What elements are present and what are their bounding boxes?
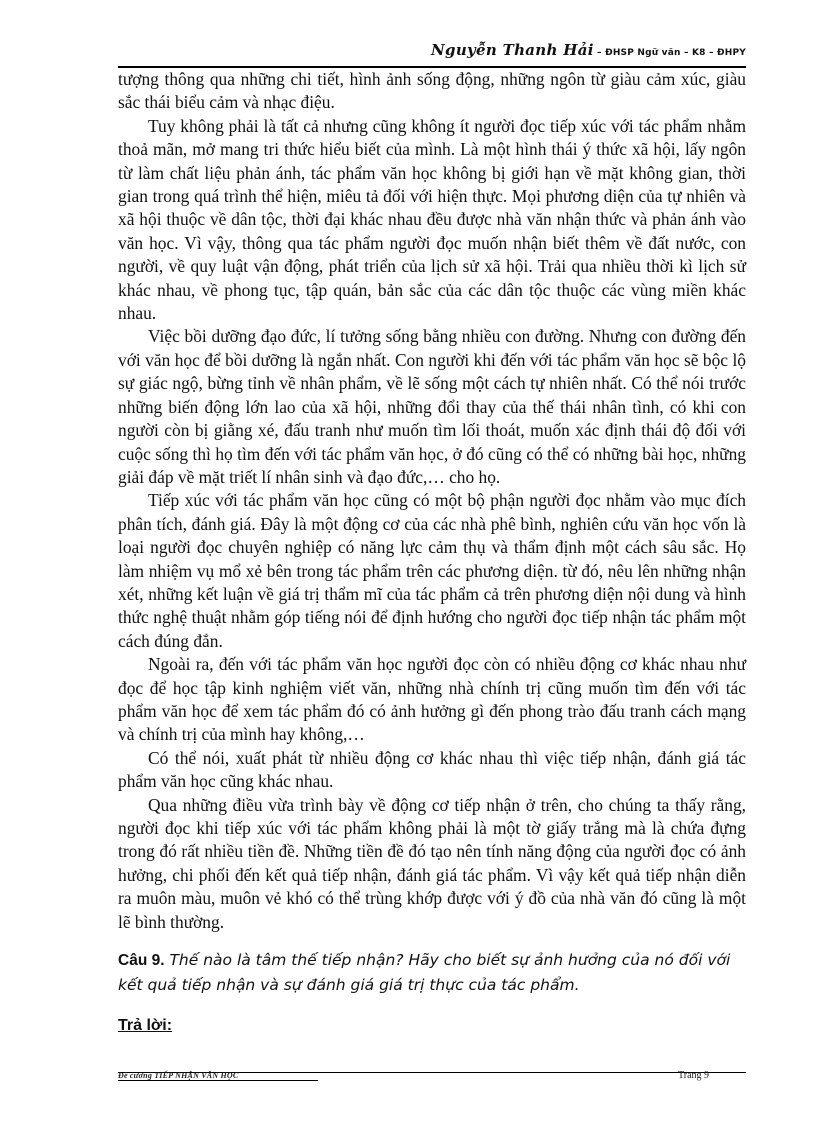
body-text [118, 68, 746, 934]
paragraph: Tuy không phải là tất cả nhưng cũng không ít người đọc tiếp xúc với tác phẩm nhằm thoả mãn, mở mang tri thức hiểu biết của mình. Là một hình thái ý thức xã hội, lấy ngôn từ làm chất liệu phản ánh, tác phẩm văn học không bị giới hạn về mặt không gian, thời gian trong quá trình thể hiện, miêu tả đối với hiện thực. Mọi phương diện của tự nhiên và xã hội thuộc về dân tộc, thời đại khác nhau đều được nhà văn nhận thức và phản ánh vào văn học. Vì vậy, thông qua tác phẩm người đọc muốn nhận biết thêm về đất nước, con người, về quy luật vận động, phát triển của lịch sử xã hội. Trải qua nhiều thời kì lịch sử khác nhau, về phong tục, tập quán, bản sắc của các dân tộc thuộc các vùng miền khác nhau. [118, 115, 746, 324]
page-header [118, 40, 746, 66]
footer-document-title: Đề cương TIẾP NHẬN VĂN HỌC [118, 1071, 318, 1081]
question-label: Câu 9. [118, 952, 165, 969]
header-org: – ĐHSP Ngữ văn – K8 – ĐHPY [593, 48, 746, 58]
header-author: Nguyễn Thanh Hải [431, 41, 594, 59]
paragraph: Việc bồi dưỡng đạo đức, lí tưởng sống bằng nhiều con đường. Nhưng con đường đến với văn học để bồi dưỡng là ngắn nhất. Con người khi đến với tác phẩm văn học sẽ bộc lộ sự giác ngộ, bừng tỉnh về nhân phẩm, về lẽ sống một cách tự nhiên nhất. Có thể nói trước những biến động lớn lao của xã hội, những đổi thay của thế thái nhân tình, có khi con người còn bị giằng xé, đấu tranh như muốn tìm lối thoát, muốn xác định thái độ đối với cuộc sống thì họ tìm đến với tác phẩm văn học, ở đó cũng có thể có những bài học, những giải đáp về mặt triết lí nhân sinh và đạo đức,… cho họ. [118, 326, 746, 487]
paragraph: Tiếp xúc với tác phẩm văn học cũng có một bộ phận người đọc nhằm vào mục đích phân tích, đánh giá. Đây là một động cơ của các nhà phê bình, nghiên cứu văn học vốn là loại người đọc chuyên nghiệp có năng lực cảm thụ và thẩm định một cách sâu sắc. Họ làm nhiệm vụ mổ xẻ bên trong tác phẩm trên các phương diện. từ đó, nêu lên những nhận xét, những kết luận về giá trị thẩm mĩ của tác phẩm cả trên phương diện nội dung và hình thức nghệ thuật nhằm góp tiếng nói để định hướng cho người đọc tiếp nhận tác phẩm một cách đúng đắn. [118, 490, 746, 651]
answer-label: Trả lời: [118, 1017, 173, 1034]
paragraph: Qua những điều vừa trình bày về động cơ tiếp nhận ở trên, cho chúng ta thấy rằng, người đọc khi tiếp xúc với tác phẩm không phải là một tờ giấy trắng mà là chứa đựng trong đó rất nhiều tiền đề. Những tiền đề đó tạo nên tính năng động của người đọc có ảnh hưởng, chi phối đến kết quả tiếp nhận, đánh giá tác phẩm. Vì vậy kết quả tiếp nhận diễn ra muôn màu, muôn vẻ khó có thể trùng khớp được với ý đồ của nhà văn đó cũng là một lẽ bình thường. [118, 794, 746, 932]
question-text: Thế nào là tâm thế tiếp nhận? Hãy cho biết sự ảnh hưởng của nó đối với kết quả tiếp nhận và sự đánh giá giá trị thực của tác phẩm. [118, 951, 731, 994]
paragraph: Ngoài ra, đến với tác phẩm văn học người đọc còn có nhiều động cơ khác nhau như đọc để học tập kinh nghiệm viết văn, những nhà chính trị cũng muốn tìm đến với tác phẩm văn học để xem tác phẩm đó có ảnh hưởng gì đến phong trào đấu tranh cách mạng và chính trị của mình hay không,… [118, 654, 746, 745]
footer-page-number: Trang 9 [678, 1070, 710, 1081]
paragraph: Có thể nói, xuất phát từ nhiều động cơ khác nhau thì việc tiếp nhận, đánh giá tác phẩm văn học cũng khác nhau. [118, 747, 746, 792]
paragraph: tượng thông qua những chi tiết, hình ảnh sống động, những ngôn từ giàu cảm xúc, giàu sắc thái biểu cảm và nhạc điệu. [118, 69, 746, 113]
question-block [118, 948, 746, 998]
